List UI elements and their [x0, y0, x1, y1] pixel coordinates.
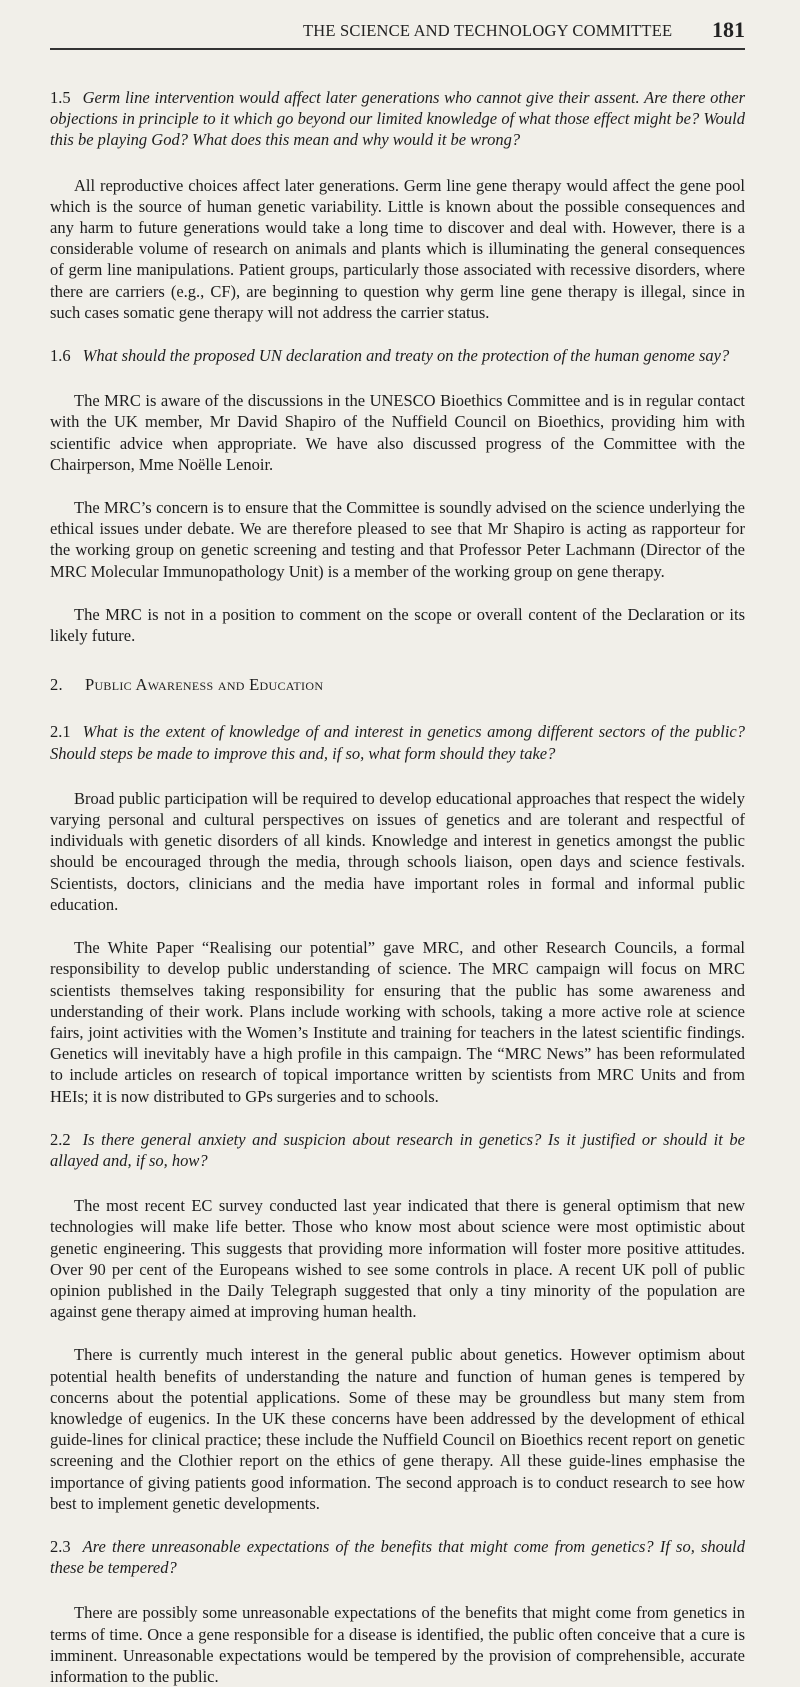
section-number: 2.: [50, 675, 63, 695]
question-text: Germ line intervention would affect later generations who cannot give their assent. Are there other objections in principle to it which go beyond our limited knowledge of what those effect might be? Would this be playing God? What does this mean and why would it be wrong?: [50, 88, 745, 150]
question-number: 2.3: [50, 1536, 71, 1556]
paragraph: There are possibly some unreasonable expectations of the benefits that might come from genetics in terms of time. Once a gene responsible for a disease is identified, the public often conceive that a cure is imminent. Unreasonable expectations would be tempered by the provision of comprehensible, accurate information to the public.: [50, 1603, 745, 1686]
question-number: 2.2: [50, 1129, 71, 1149]
section-title: Public Awareness and Education: [84, 675, 324, 695]
question-1-5: [50, 87, 745, 151]
question-text: What is the extent of knowledge of and interest in genetics among different sectors of the public? Should steps be made to improve this and, if so, what form should they take?: [50, 722, 745, 763]
paragraph: Broad public participation will be required to develop educational approaches that respect the widely varying personal and cultural perspectives on issues of genetics and are tolerant and respectful of individuals with genetic disorders of all kinds. Knowledge and interest in genetics amongst the public should be encouraged through the media, through schools liaison, open days and science festivals. Scientists, doctors, clinicians and the media have important roles in formal and informal public education.: [50, 788, 745, 914]
document-body: [50, 52, 745, 1687]
question-2-3: [50, 1536, 745, 1578]
header-rule: [50, 48, 745, 50]
question-number: 2.1: [50, 722, 71, 742]
paragraph: There is currently much interest in the general public about genetics. However optimism about potential health benefits of understanding the nature and function of human genes is tempered by concerns about the potential applications. Some of these may be groundless but many stem from knowledge of eugenics. In the UK these concerns have been addressed by the development of ethical guide-lines for clinical practice; these include the Nuffield Council on Bioethics recent report on genetic screening and the Clothier report on the ethics of gene therapy. All these guide-lines emphasise the importance of giving patients good information. The second approach is to conduct research to see how best to implement genetic developments.: [50, 1345, 745, 1513]
paragraph: All reproductive choices affect later generations. Germ line gene therapy would affect the gene pool which is the source of human genetic variability. Little is known about the possible consequences and any harm to future generations would take a long time to discover and deal with. However, there is a considerable volume of research on animals and plants which is illuminating the general consequences of germ line manipulations. Patient groups, particularly those associated with recessive disorders, where there are carriers (e.g., CF), are beginning to question why germ line gene therapy is illegal, since in such cases somatic gene therapy will not address the carrier status.: [50, 175, 745, 322]
page-header: [50, 0, 745, 52]
running-title: THE SCIENCE AND TECHNOLOGY COMMITTEE: [303, 21, 673, 40]
question-text: Is there general anxiety and suspicion about research in genetics? Is it justified or should it be allayed and, if so, how?: [50, 1129, 745, 1170]
question-number: 1.5: [50, 88, 71, 107]
paragraph: The White Paper “Realising our potential” gave MRC, and other Research Councils, a formal responsibility to develop public understanding of science. The MRC campaign will focus on MRC scientists themselves taking responsibility for ensuring that the public has some awareness and understanding of their work. Plans include working with schools, taking a more active role at science fairs, joint activities with the Women’s Institute and training for teachers in the latest scientific findings. Genetics will inevitably have a high profile in this campaign. The “MRC News” has been reformulated to include articles on research of topical importance written by scientists from MRC Units and from HEIs; it is now distributed to GPs surgeries and to schools.: [50, 938, 745, 1106]
question-2-1: [50, 721, 745, 763]
question-text: Are there unreasonable expectations of the benefits that might come from genetics? If so, should these be tempered?: [50, 1536, 745, 1578]
question-text: What should the proposed UN declaration and treaty on the protection of the human genome say?: [82, 346, 730, 366]
question-1-6: [50, 345, 745, 366]
question-2-2: [50, 1129, 745, 1171]
paragraph: The MRC’s concern is to ensure that the Committee is soundly advised on the science underlying the ethical issues under debate. We are therefore pleased to see that Mr Shapiro is acting as rapporteur for the working group on genetic screening and testing and that Professor Peter Lachmann (Director of the MRC Molecular Immunopathology Unit) is a member of the working group on gene therapy.: [50, 498, 745, 581]
paragraph: The most recent EC survey conducted last year indicated that there is general optimism that new technologies will make life better. Those who know most about science were most optimistic about genetic engineering. This suggests that providing more information will foster more positive attitudes. Over 90 per cent of the Europeans wished to see some controls in place. A recent UK poll of public opinion published in the Daily Telegraph suggested that only a tiny minority of the population are against gene therapy aimed at improving human health.: [50, 1196, 745, 1322]
paragraph: The MRC is aware of the discussions in the UNESCO Bioethics Committee and is in regular contact with the UK member, Mr David Shapiro of the Nuffield Council on Bioethics, providing him with scientific advice when appropriate. We have also discussed progress of the Committee with the Chairperson, Mme Noëlle Lenoir.: [50, 391, 745, 474]
paragraph: The MRC is not in a position to comment on the scope or overall content of the Declaration or its likely future.: [50, 604, 745, 646]
section-heading: [50, 674, 745, 697]
page-number: 181: [712, 17, 745, 42]
question-number: 1.6: [50, 346, 71, 366]
